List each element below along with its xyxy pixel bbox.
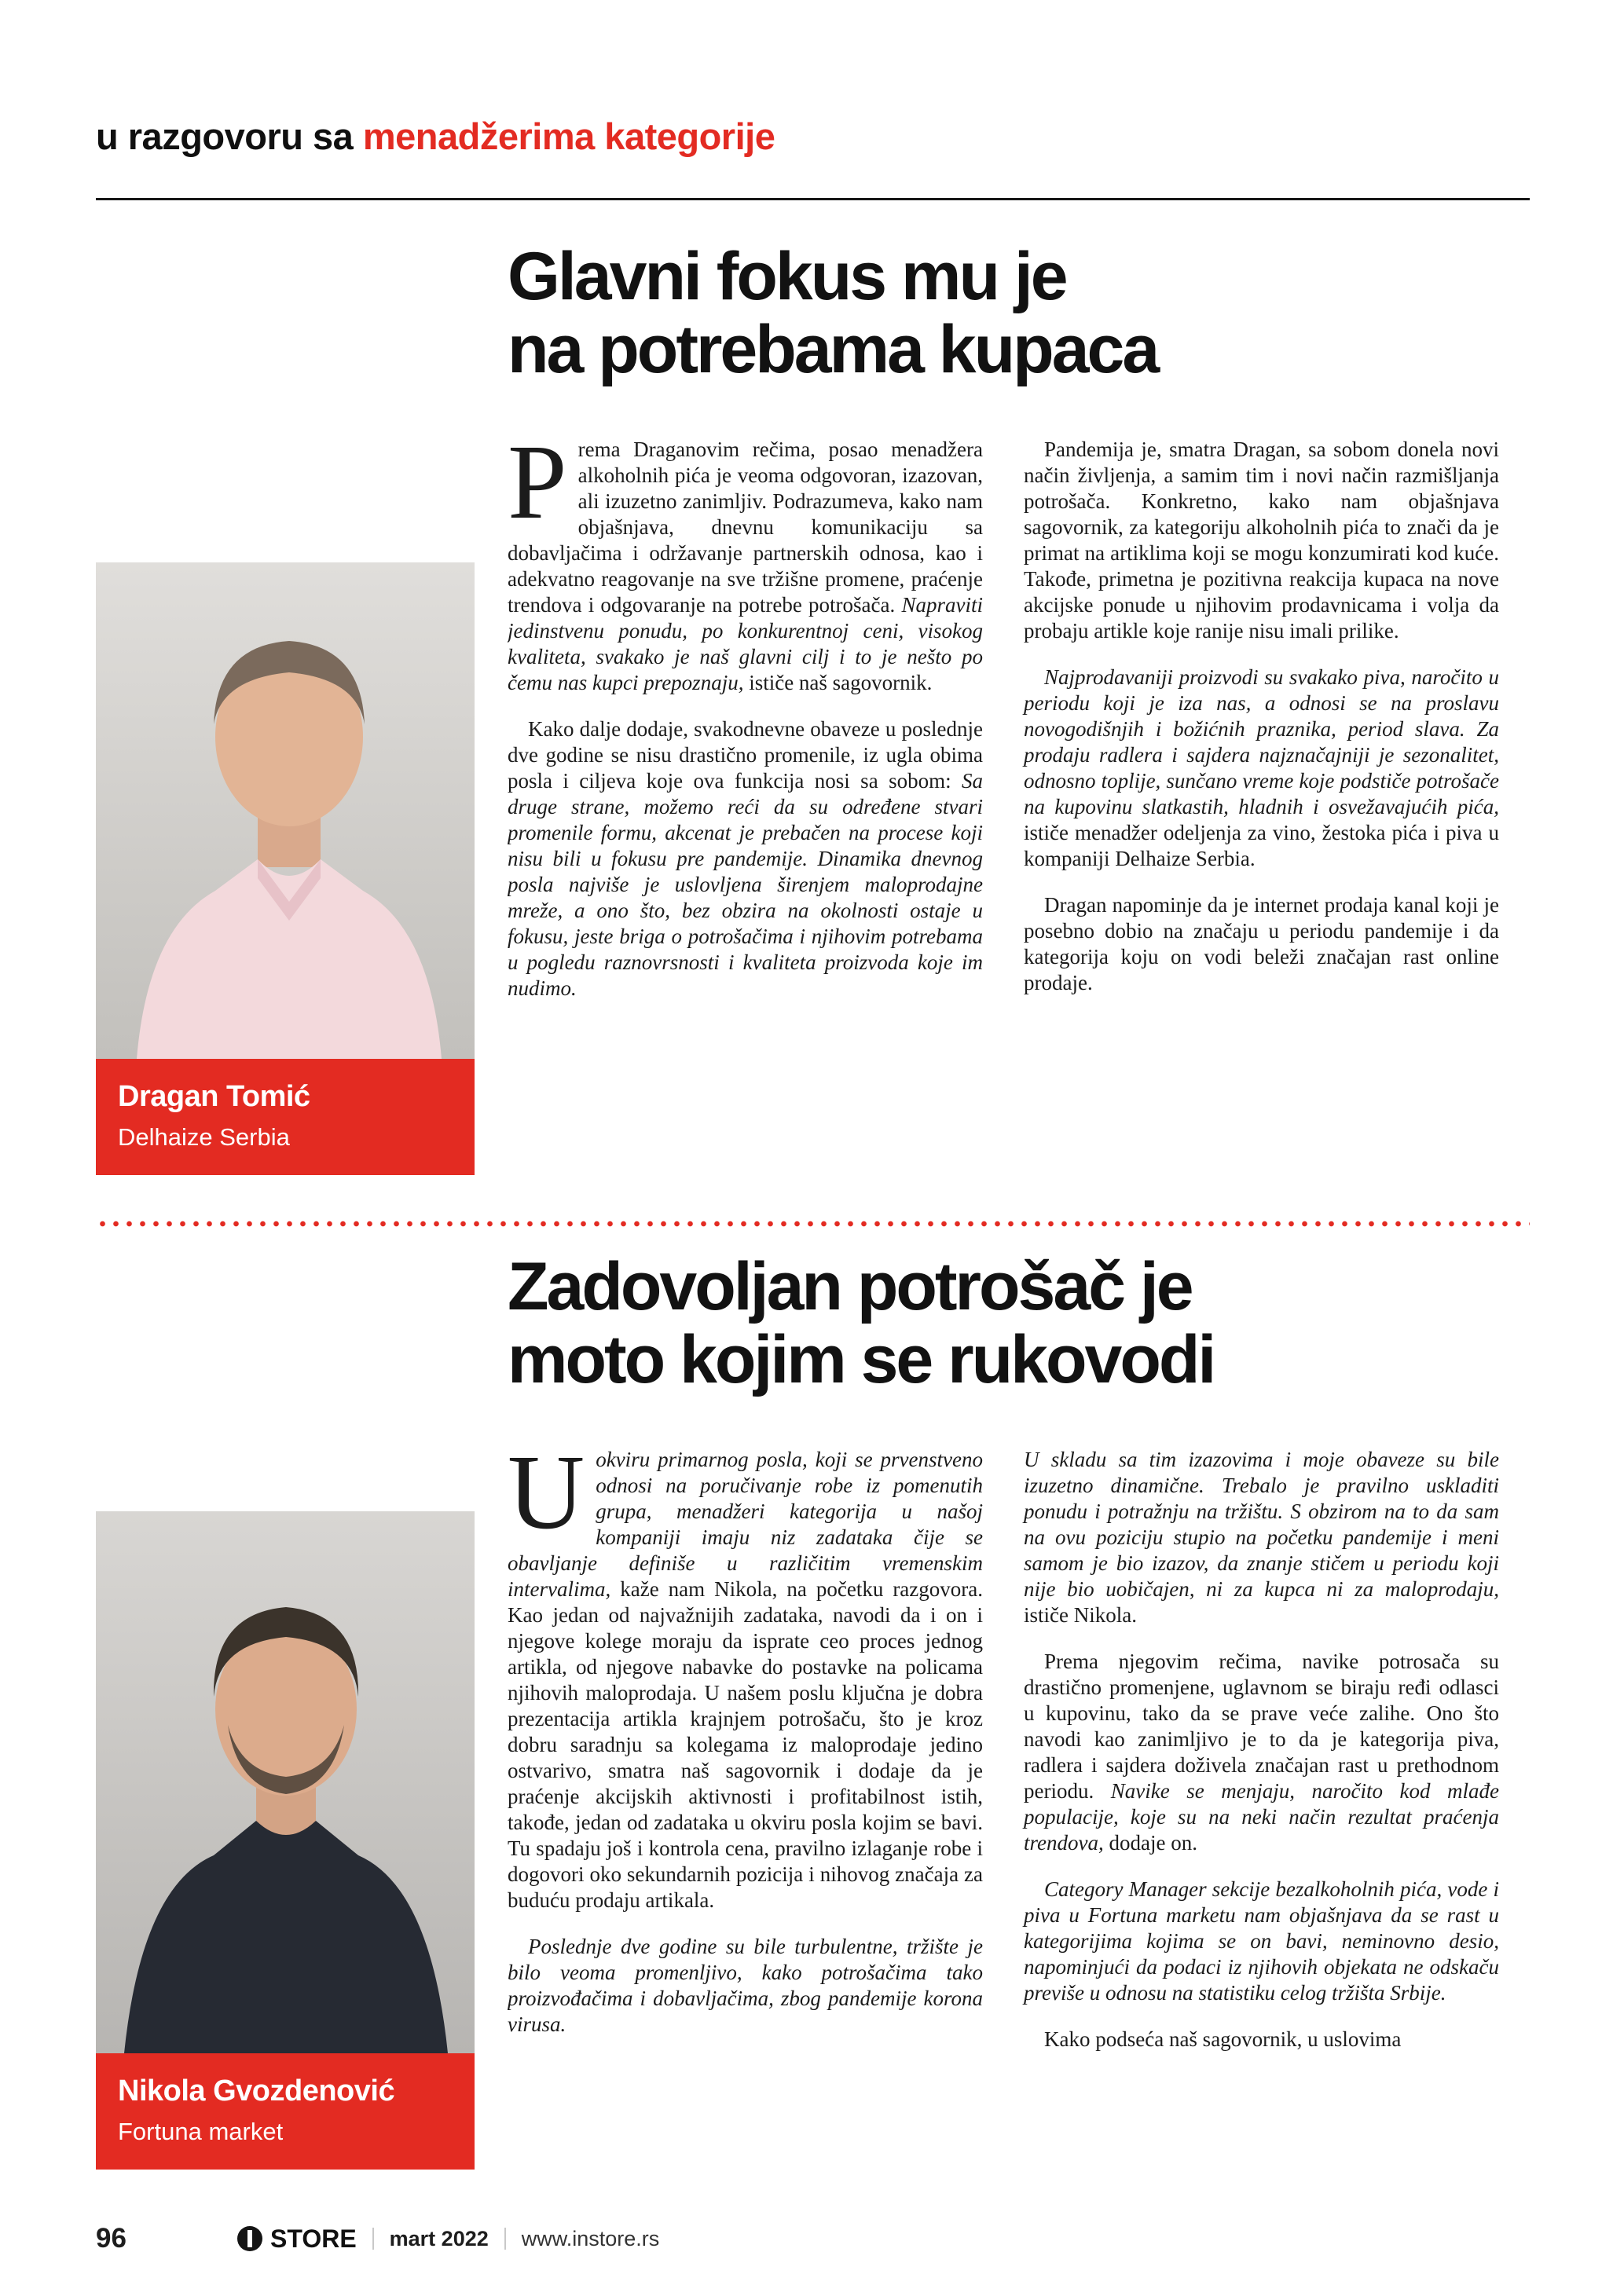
text-run: ističe Nikola. <box>1024 1603 1137 1627</box>
portrait-photo-nikola <box>96 1511 475 2053</box>
person-company: Fortuna market <box>118 2118 284 2145</box>
text-run: ističe menadžer odeljenja za vino, žestoka pića i piva u kompaniji Delhaize Serbia. <box>1024 821 1499 870</box>
section-divider <box>96 1219 1530 1229</box>
paragraph <box>1024 2027 1499 2052</box>
title-line-1: Glavni fokus mu je <box>508 239 1066 314</box>
text-run: Pandemija je, smatra Dragan, sa sobom donela novi način življenja, a samim tim i novi način razmišljanja potrošača. Konkretno, kako nam objašnjava sagovornik, za kategoriju alkoholnih pića to znači da je primat na artiklima koji se mogu konzumirati kod kuće. Takođe, primetna je pozitivna reakcija kupaca na nove akcijske ponude u njihovim prodavnicama i volja da probaju artikle koje ranije nisu imali prilike. <box>1024 438 1499 643</box>
paragraph <box>1024 1877 1499 2006</box>
paragraph <box>1024 665 1499 872</box>
title-line-2: moto kojim se rukovodi <box>508 1321 1215 1397</box>
text-run: Navike se menjaju, naročito kod mlađe populacije, koje su na neki način rezultat praćenja trendova, <box>1024 1779 1499 1855</box>
page-number: 96 <box>96 2223 126 2254</box>
portrait-photo-dragan <box>96 562 475 1059</box>
instore-logo-icon <box>237 2226 262 2251</box>
text-run: U skladu sa tim izazovima i moje obaveze su bile izuzetno dinamične. Trebalo je pravilno uskladiti ponudu i potražnju na tržištu. S obzirom na to da sam na ovu poziciju stupio na početku pandemije i meni samom je bio izazov, da znanje stičem u periodu koji nije bio uobičajen, ni za kupca ni za maloprodaju, <box>1024 1448 1499 1601</box>
text-run: Kako podseća naš sagovornik, u uslovima <box>1044 2027 1402 2051</box>
text-run: Category Manager sekcije bezalkoholnih pića, vode i piva u Fortuna marketu nam objašnjava da se rast u kategorijima kojima se on bavi, neminovno desio, napominjući da podaci iz njihovih objekata ne odskaču previše u odnosu na statistiku celog tržišta Srbije. <box>1024 1877 1499 2005</box>
paragraph <box>1024 1649 1499 1856</box>
photo-caption-dragan <box>96 1059 475 1175</box>
instore-logo <box>237 2225 357 2254</box>
text-run: ističe naš sagovornik. <box>749 671 933 694</box>
section-kicker <box>96 115 775 158</box>
brand-label: STORE <box>270 2224 357 2253</box>
paragraph <box>508 1447 983 1913</box>
photo-caption-nikola <box>96 2053 475 2170</box>
kicker-highlight: menadžerima kategorije <box>362 115 775 157</box>
text-run: Poslednje dve godine su bile turbulentne, tržište je bilo veoma promenljivo, kako potrošačima tako proizvođačima i dobavljačima, zbog pandemije korona virusa. <box>508 1935 983 2036</box>
text-run: Prema njegovim rečima, navike potrosača su drastično promenjene, uglavnom se biraju ređi odlasci u kupovinu, tako da se prave veće zalihe. Ono što navodi kao zanimljivo je to da je kategorija piva, radlera i sajdera doživela značajan rast u prethodnom periodu. <box>1024 1650 1499 1803</box>
article-column-left <box>508 1447 983 2215</box>
person-photo-placeholder <box>96 562 475 1059</box>
paragraph <box>508 437 983 696</box>
text-run: Kako dalje dodaje, svakodnevne obaveze u poslednje dve godine se nisu drastično promenile, iz ugla obima posla i ciljeva koje ova funkcija nosi sa sobom: <box>508 717 983 793</box>
article-body-dragan <box>508 437 1499 1216</box>
issue-date: mart 2022 <box>389 2226 489 2250</box>
paragraph <box>1024 1447 1499 1628</box>
text-run: dodaje on. <box>1109 1831 1197 1855</box>
text-run: Najprodavaniji proizvodi su svakako piva, naročito u periodu koji je iza nas, a odnosi se na proslavu novogodišnjih i božićnih praznika, period slava. Za prodaju radlera i sajdera najznačajniji je sezonalitet, odnosno toplije, sunčano vreme koje podstiče potrošače na kupovinu slatkastih, hladnih i osvežavajućih pića, <box>1024 665 1499 818</box>
paragraph <box>1024 892 1499 996</box>
paragraph <box>508 1934 983 2038</box>
paragraph <box>1024 437 1499 644</box>
article-column-right <box>1024 437 1499 1216</box>
title-line-2: na potrebama kupaca <box>508 311 1158 387</box>
article-title-dragan <box>508 240 1513 386</box>
text-run: rema Draganovim rečima, posao menadžera alkoholnih pića je veoma odgovoran, izazovan, ali izuzetno zanimljiv. Podrazumeva, kako nam objašnjava, dnevnu komunikaciju sa dobavljačima i održavanje partnerskih odnosa, kao i adekvatno reagovanje na sve tržišne promene, praćenje trendova i odgovaranje na potrebe potrošača. <box>508 438 983 617</box>
article-body-nikola <box>508 1447 1499 2215</box>
drop-cap: U <box>508 1447 585 1551</box>
person-company: Delhaize Serbia <box>118 1123 290 1151</box>
text-run: Dragan napominje da je internet prodaja kanal koji je posebno dobio na značaju u periodu pandemije i da kategorija koju on vodi beleži značajan rast online prodaje. <box>1024 893 1499 994</box>
text-run: Napraviti jedinstvenu ponudu, po konkurentnoj ceni, visokog kvaliteta, svakako je naš glavni cilj i to je nešto po čemu nas kupci prepoznaju, <box>508 593 983 694</box>
footer-divider <box>504 2228 506 2250</box>
website-url: www.instore.rs <box>521 2226 660 2250</box>
kicker-prefix: u razgovoru sa <box>96 115 363 157</box>
person-name: Nikola Gvozdenović <box>118 2074 395 2107</box>
person-photo-placeholder <box>96 1511 475 2053</box>
text-run: Sa druge strane, možemo reći da su određene stvari promenile formu, akcenat je prebačen na procese koji nisu bili u fokusu pre pandemije. Dinamika dnevnog posla najviše je uslovljena širenjem maloprodajne mreže, a ono što, bez obzira na okolnosti ostaje u fokusu, jeste briga o potrošačima i njihovim potrebama u pogledu raznovrsnosti i kvaliteta proizvoda koje im nudimo. <box>508 769 983 1000</box>
article-title-nikola <box>508 1251 1513 1397</box>
drop-cap: P <box>508 437 567 541</box>
page-footer <box>96 2223 1530 2254</box>
text-run: kaže nam Nikola, na početku razgovora. Kao jedan od najvažnijih zadataka, navodi da i on i njegove kolege moraju da isprate ceo proces jednog artikla, od njegove nabavke do postavke na policama njihovih maloprodaja. U našem poslu ključna je dobra prezentacija artikla krajnjem potrošaču, što je kroz dobru saradnju sa kolegama iz maloprodaje jedino ostvarivo, smatra naš sagovornik i dodaje da je praćenje akcijskih aktivnosti i profitabilnost istih, takođe, jedan od zadataka u okviru posla kojim se bavi. Tu spadaju još i kontrola cena, pravilno izlaganje robe i dogovori oko sekundarnih pozicija i nihovog značaja za buduću prodaju artikala. <box>508 1577 984 1912</box>
paragraph <box>508 716 983 1002</box>
article-column-right <box>1024 1447 1499 2215</box>
header-rule <box>96 198 1530 200</box>
title-line-1: Zadovoljan potrošač je <box>508 1249 1192 1324</box>
text-run: okviru primarnog posla, koji se prvenstveno odnosi na poručivanje robe iz pomenutih grupa, menadžeri kategorija u našoj kompaniji imaju niz zadataka čije se obavljanje definiše u različitim vremenskim intervalima, <box>508 1448 983 1601</box>
article-column-left <box>508 437 983 1216</box>
footer-divider <box>372 2228 374 2250</box>
person-name: Dragan Tomić <box>118 1080 310 1113</box>
